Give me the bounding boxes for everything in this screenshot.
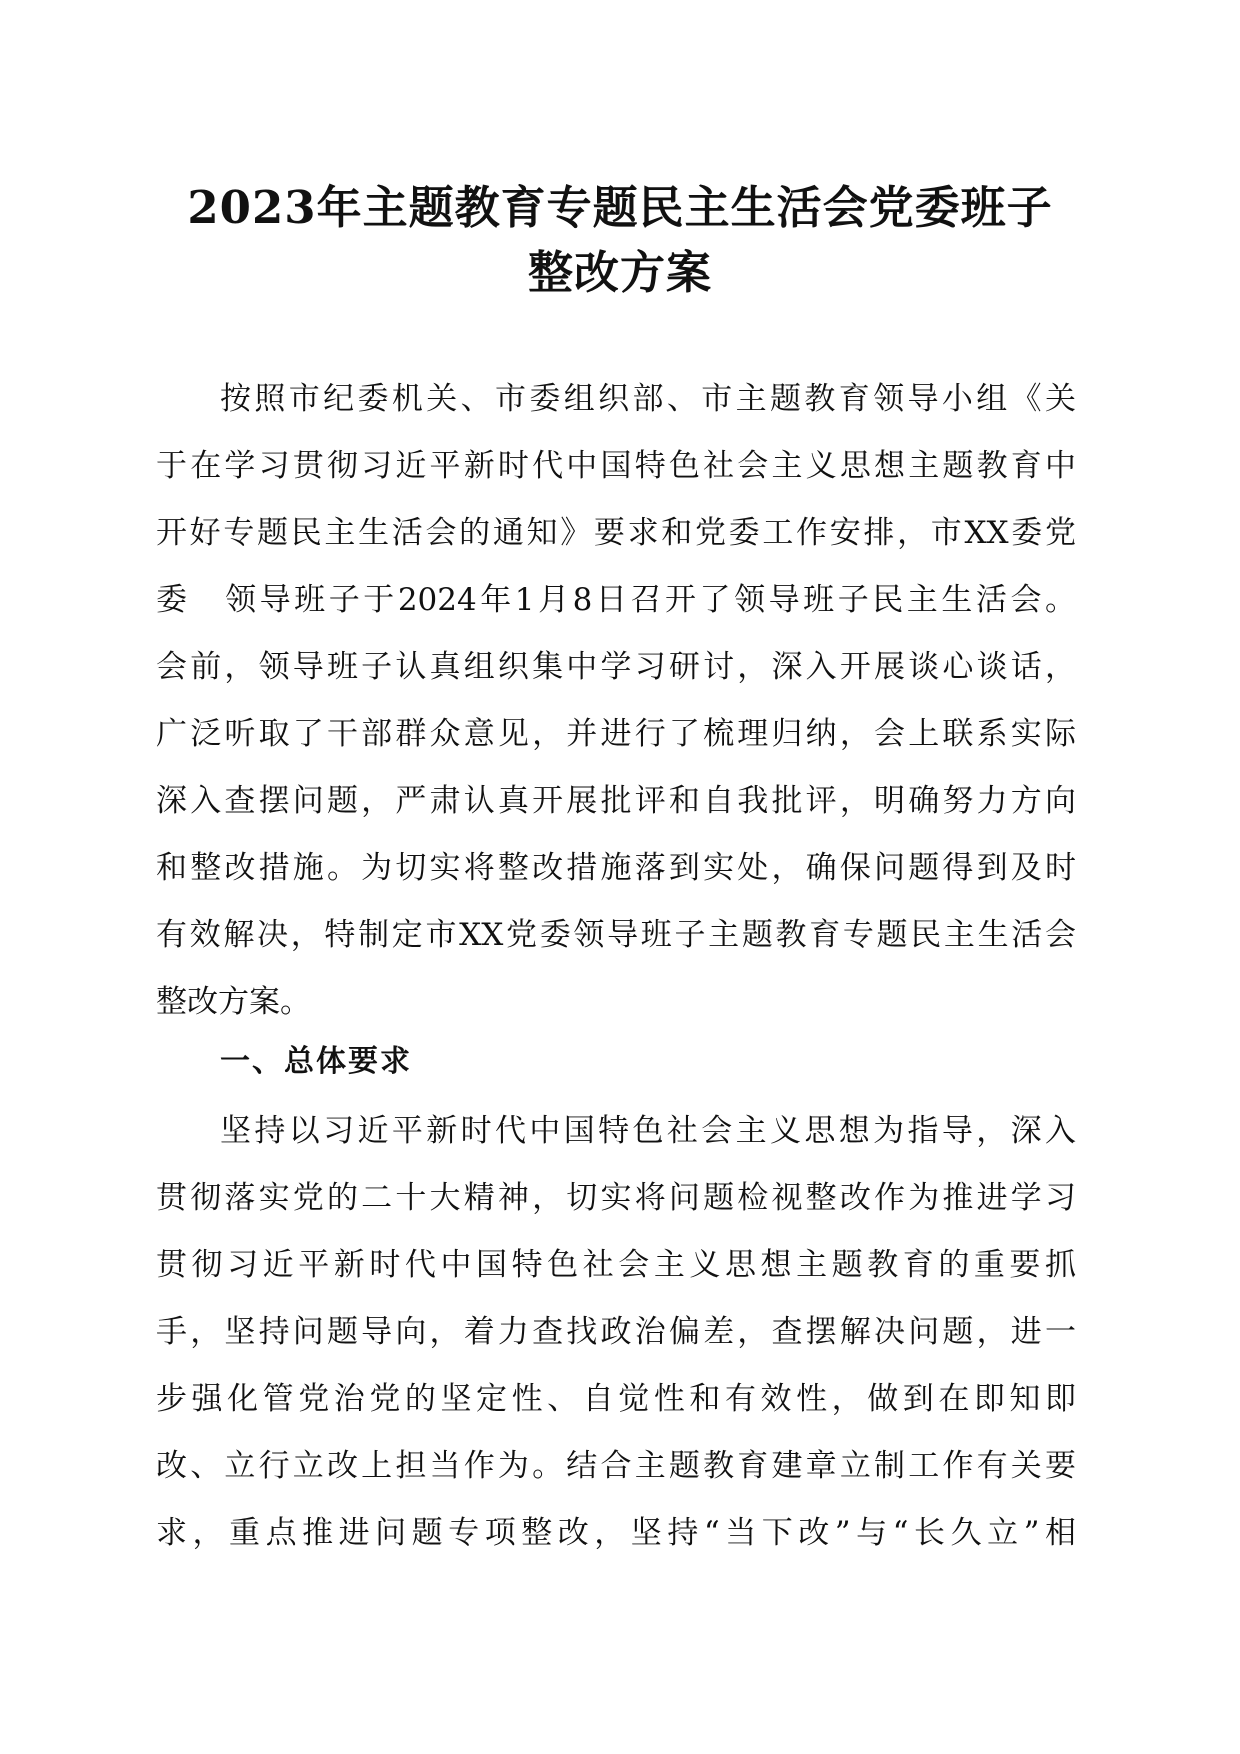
section1-paragraph-line: 改、立行立改上担当作为。结合主题教育建章立制工作有关要 [156, 1448, 1076, 1484]
intro-paragraph-line: 按照市纪委机关、市委组织部、市主题教育领导小组《关 [220, 381, 1076, 417]
section1-paragraph-line: 贯彻习近平新时代中国特色社会主义思想主题教育的重要抓 [156, 1247, 1076, 1283]
section1-paragraph-line: 手，坚持问题导向，着力查找政治偏差，查摆解决问题，进一 [156, 1314, 1076, 1350]
intro-paragraph-line: 有效解决，特制定市XX党委领导班子主题教育专题民主生活会 [156, 917, 1076, 953]
document-title-line-1: 2023年主题教育专题民主生活会党委班子 [187, 181, 1053, 234]
section1-paragraph-line: 坚持以习近平新时代中国特色社会主义思想为指导，深入 [220, 1113, 1076, 1149]
document-title-line-2: 整改方案 [527, 246, 712, 299]
section1-paragraph-line: 求，重点推进问题专项整改，坚持“当下改”与“长久立”相 [156, 1515, 1076, 1551]
section1-paragraph-line: 步强化管党治党的坚定性、自觉性和有效性，做到在即知即 [156, 1381, 1076, 1417]
section-heading-general-requirements: 一、总体要求 [220, 1044, 412, 1079]
intro-paragraph-line: 开好专题民主生活会的通知》要求和党委工作安排，市XX委党 [156, 515, 1076, 551]
intro-paragraph-line: 于在学习贯彻习近平新时代中国特色社会主义思想主题教育中 [156, 448, 1076, 484]
intro-paragraph-line: 委 领导班子于2024年1月8日召开了领导班子民主生活会。 [156, 582, 1076, 618]
intro-paragraph-line: 整改方案。 [156, 984, 311, 1020]
intro-paragraph-line: 深入查摆问题，严肃认真开展批评和自我批评，明确努力方向 [156, 783, 1076, 819]
intro-paragraph-line: 和整改措施。为切实将整改措施落到实处，确保问题得到及时 [156, 850, 1076, 886]
section1-paragraph-line: 贯彻落实党的二十大精神，切实将问题检视整改作为推进学习 [156, 1180, 1076, 1216]
intro-paragraph-line: 广泛听取了干部群众意见，并进行了梳理归纳，会上联系实际 [156, 716, 1076, 752]
intro-paragraph-line: 会前，领导班子认真组织集中学习研讨，深入开展谈心谈话， [156, 649, 1076, 685]
